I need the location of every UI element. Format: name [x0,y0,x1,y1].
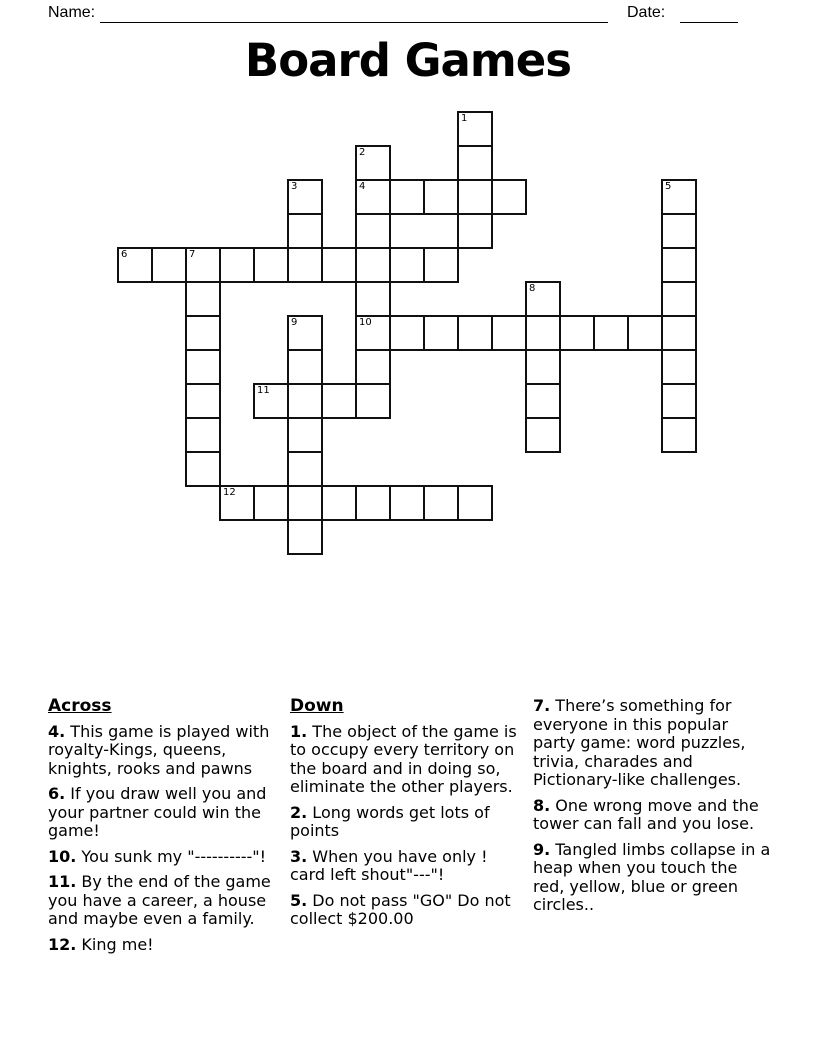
cell-number: 3 [291,181,298,192]
grid-cell[interactable] [525,383,561,419]
grid-cell[interactable] [321,383,357,419]
grid-cell[interactable] [219,247,255,283]
grid-cell[interactable] [627,315,663,351]
grid-cell[interactable] [457,111,493,147]
cell-number: 6 [121,249,128,260]
grid-cell[interactable] [423,485,459,521]
grid-cell[interactable] [457,485,493,521]
grid-cell[interactable] [355,179,391,215]
cell-number: 10 [359,317,372,328]
grid-cell[interactable] [525,315,561,351]
clue-number: 6. [48,784,66,803]
grid-cell[interactable] [457,213,493,249]
down-heading: Down [290,696,344,716]
grid-cell[interactable] [321,247,357,283]
clue-item: 6. If you draw well you and your partner could win the game! [48,784,267,840]
clue-item: 1. The object of the game is to occupy every territory on the board and in doing so, eliminate the other players. [290,721,517,796]
grid-cell[interactable] [321,485,357,521]
cell-number: 5 [665,181,672,192]
grid-cell[interactable] [185,417,221,453]
grid-cell[interactable] [185,451,221,487]
grid-cell[interactable] [457,315,493,351]
across-heading: Across [48,696,112,716]
clue-item: 4. This game is played with royalty-Kings, queens, knights, rooks and pawns [48,721,270,778]
clue-item: 3. When you have only ! card left shout"---"! [290,846,488,884]
grid-cell[interactable] [355,315,391,351]
clue-number: 12. [48,934,77,954]
grid-cell[interactable] [661,417,697,453]
cell-number: 2 [359,147,366,158]
clue-number: 10. [48,846,77,866]
down-clues-continued-column [533,697,773,922]
across-clues [48,723,280,955]
clue-item: 11. By the end of the game you have a career, a house and maybe even a family. [48,872,271,928]
grid-cell[interactable] [661,315,697,351]
grid-cell[interactable] [355,145,391,181]
clue-number: 4. [48,721,66,741]
grid-cell[interactable] [661,281,697,317]
grid-cell[interactable] [423,179,459,215]
grid-cell[interactable] [287,247,323,283]
clue-number: 8. [533,795,551,815]
down-clues-continued [533,697,773,915]
grid-cell[interactable] [219,485,255,521]
grid-cell[interactable] [355,383,391,419]
grid-cell[interactable] [525,281,561,317]
clue-item: 12. King me! [48,934,154,954]
grid-cell[interactable] [151,247,187,283]
grid-cell[interactable] [491,315,527,351]
grid-cell[interactable] [287,349,323,385]
grid-cell[interactable] [661,179,697,215]
grid-cell[interactable] [185,247,221,283]
down-clues-column [290,697,522,936]
down-clues [290,723,522,929]
grid-cell[interactable] [287,417,323,453]
grid-cell[interactable] [287,485,323,521]
clue-number: 3. [290,846,308,866]
grid-cell[interactable] [389,247,425,283]
grid-cell[interactable] [253,383,289,419]
grid-cell[interactable] [661,383,697,419]
page-title: Board Games [244,34,572,87]
grid-cell[interactable] [661,247,697,283]
cell-number: 8 [529,283,536,294]
across-clues-column [48,697,280,961]
grid-cell[interactable] [389,179,425,215]
name-label: Name: [48,4,96,21]
grid-cell[interactable] [287,213,323,249]
grid-cell[interactable] [491,179,527,215]
grid-cell[interactable] [593,315,629,351]
clue-item: 9. Tangled limbs collapse in a heap when you touch the red, yellow, blue or green circles.. [533,839,771,914]
grid-cell[interactable] [185,349,221,385]
grid-cell[interactable] [185,383,221,419]
date-line[interactable] [680,4,738,23]
grid-cell[interactable] [355,349,391,385]
grid-cell[interactable] [287,383,323,419]
cell-number: 12 [223,487,236,498]
clue-item: 2. Long words get lots of points [290,802,490,840]
grid-cell[interactable] [185,315,221,351]
grid-cell[interactable] [185,281,221,317]
grid-cell[interactable] [457,145,493,181]
clue-number: 2. [290,802,308,822]
grid-cell[interactable] [287,519,323,555]
grid-cell[interactable] [355,485,391,521]
grid-cell[interactable] [253,247,289,283]
grid-cell[interactable] [253,485,289,521]
cell-number: 4 [359,181,366,192]
cell-number: 1 [461,113,468,124]
grid-cell[interactable] [389,485,425,521]
grid-cell[interactable] [355,247,391,283]
grid-cell[interactable] [661,213,697,249]
grid-cell[interactable] [525,417,561,453]
clue-number: 11. [48,872,77,891]
grid-cell[interactable] [355,281,391,317]
clue-number: 1. [290,721,308,741]
crossword-grid [118,112,698,556]
clue-item: 7. There’s something for everyone in this popular party game: word puzzles, trivia, charades and Pictionary-like challenges. [533,696,746,789]
grid-cell[interactable] [457,179,493,215]
grid-cell[interactable] [661,349,697,385]
name-line[interactable] [100,4,608,23]
cell-number: 7 [189,249,196,260]
grid-cell[interactable] [287,179,323,215]
clue-item: 8. One wrong move and the tower can fall and you lose. [533,795,759,833]
cell-number: 11 [257,385,270,396]
clue-item: 5. Do not pass "GO" Do not collect $200.00 [290,890,511,928]
clue-number: 9. [533,839,551,859]
grid-cell[interactable] [423,247,459,283]
grid-cell[interactable] [389,315,425,351]
grid-cell[interactable] [355,213,391,249]
clue-number: 7. [533,696,551,715]
clue-item: 10. You sunk my "----------"! [48,846,267,866]
cell-number: 9 [291,317,298,328]
grid-cell[interactable] [287,451,323,487]
clue-number: 5. [290,890,308,910]
grid-cell[interactable] [423,315,459,351]
grid-cell[interactable] [525,349,561,385]
date-label: Date: [627,4,666,21]
grid-cell[interactable] [559,315,595,351]
grid-cell[interactable] [287,315,323,351]
grid-cell[interactable] [117,247,153,283]
